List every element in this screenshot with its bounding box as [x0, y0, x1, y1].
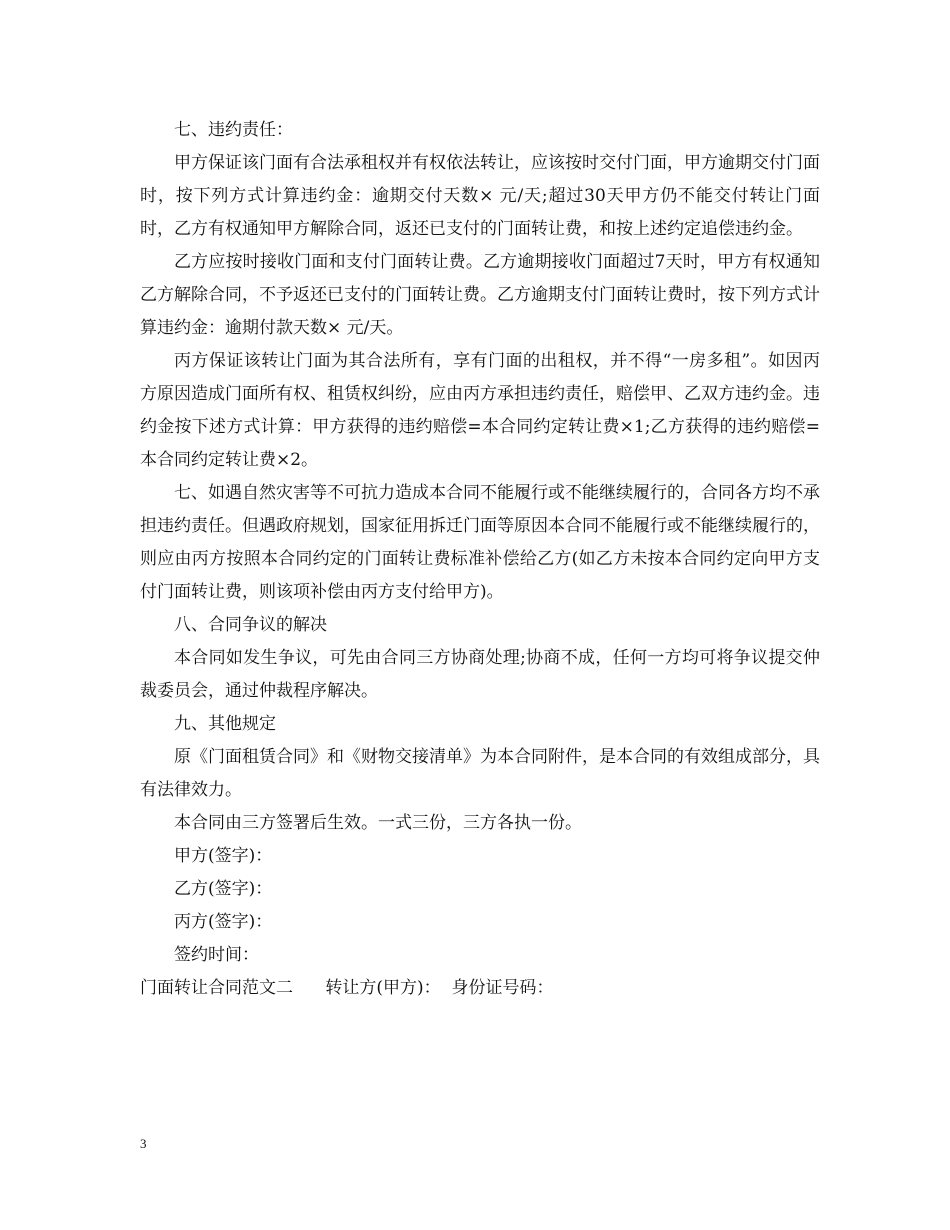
signature-party-a: 甲方(签字)：	[174, 846, 273, 866]
paragraph-party-a-guarantee: 甲方保证该门面有合法承租权并有权依法转让，应该按时交付门面，甲方逾期交付门面时，按下列方式计算违约金：逾期交付天数× 元/天;超过30天甲方仍不能交付转让门面时，乙方有权通知甲方解除合同，返还已支付的门面转让费，和按上述约定追偿违约金。	[140, 153, 820, 239]
signature-party-b: 乙方(签字)：	[174, 879, 273, 899]
paragraph-force-majeure: 七、如遇自然灾害等不可抗力造成本合同不能履行或不能继续履行的，合同各方均不承担违约责任。但遇政府规划，国家征用拆迁门面等原因本合同不能履行或不能继续履行的，则应由丙方按照本合同约定的门面转让费标准补偿给乙方(如乙方未按本合同约定向甲方支付门面转让费，则该项补偿由丙方支付给甲方)。	[140, 483, 820, 602]
paragraph-effectiveness: 本合同由三方签署后生效。一式三份，三方各执一份。	[174, 813, 582, 833]
section-heading-dispute: 八、合同争议的解决	[174, 615, 327, 635]
section-heading-breach: 七、违约责任：	[174, 120, 293, 140]
section-heading-other: 九、其他规定	[174, 714, 276, 734]
signing-date: 签约时间：	[174, 945, 259, 965]
paragraph-attachments: 原《门面租赁合同》和《财物交接清单》为本合同附件，是本合同的有效组成部分，具有法律效力。	[140, 747, 820, 800]
page-number: 3	[140, 1136, 147, 1151]
signature-party-c: 丙方(签字)：	[174, 912, 273, 932]
document-body	[140, 114, 820, 1005]
next-contract-heading: 门面转让合同范文二 转让方(甲方)： 身份证号码：	[140, 978, 554, 998]
paragraph-party-b-obligation: 乙方应按时接收门面和支付门面转让费。乙方逾期接收门面超过7天时，甲方有权通知乙方解除合同，不予返还已支付的门面转让费。乙方逾期支付门面转让费时，按下列方式计算违约金：逾期付款天数× 元/天。	[140, 252, 820, 338]
paragraph-party-c-guarantee: 丙方保证该转让门面为其合法所有，享有门面的出租权，并不得“一房多租”。如因丙方原因造成门面所有权、租赁权纠纷，应由丙方承担违约责任，赔偿甲、乙双方违约金。违约金按下述方式计算：甲方获得的违约赔偿=本合同约定转让费×1;乙方获得的违约赔偿=本合同约定转让费×2。	[140, 351, 820, 470]
paragraph-dispute-resolution: 本合同如发生争议，可先由合同三方协商处理;协商不成，任何一方均可将争议提交仲裁委员会，通过仲裁程序解决。	[140, 648, 820, 701]
